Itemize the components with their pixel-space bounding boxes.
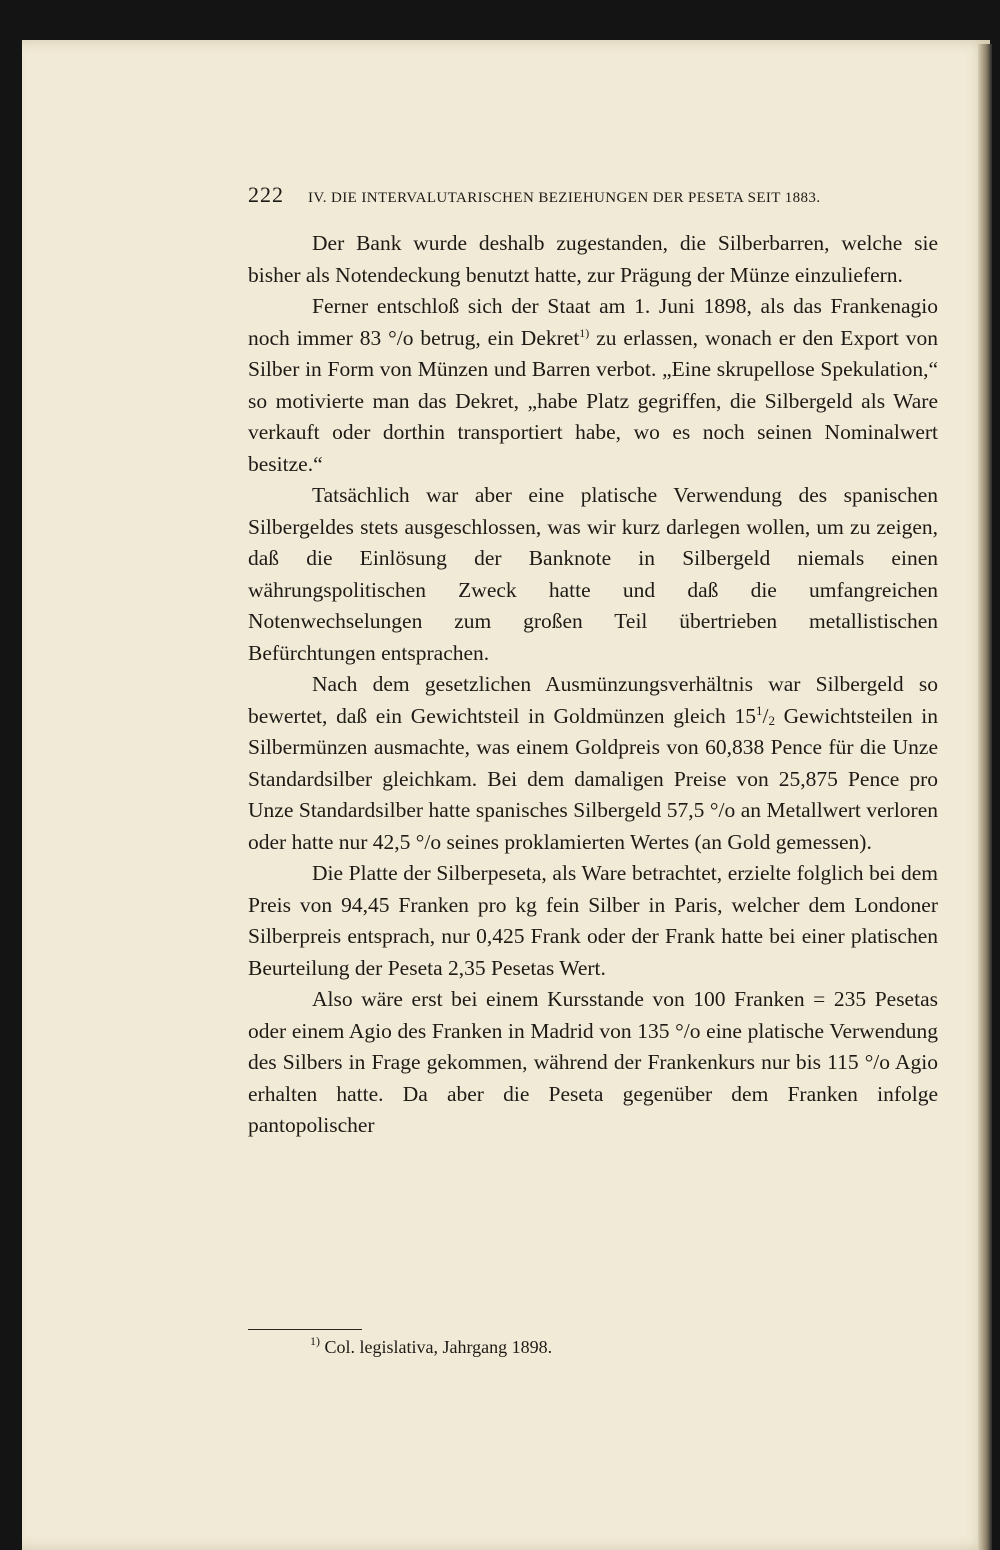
paragraph-2-part-a: Ferner entschloß sich der Staat am 1. Juni 1898, als das Frankenagio noch immer 83 °/o betrug, ein Dekret <box>248 294 938 350</box>
paragraph-1: Der Bank wurde deshalb zugestanden, die Silberbarren, welche sie bisher als Notendeckung benutzt hatte, zur Prägung der Münze einzuliefern. <box>248 231 938 287</box>
page-number: 222 <box>248 182 284 207</box>
paragraph-4-part-b: Gewichtsteilen in Silbermünzen ausmachte, was einem Goldpreis von 60,838 Pence für die Unze Standardsilber gleichkam. Bei dem damaligen Preise von 25,875 Pence pro Unze Standardsilber hatte spanisches Silbergeld 57,5 °/o an Metallwert verloren oder hatte nur 42,5 °/o seines proklamierten Wertes (an Gold gemessen). <box>248 703 938 854</box>
paragraph-4-part-a: Nach dem gesetzlichen Ausmünzungsverhältnis war Silbergeld so bewertet, daß ein Gewichtsteil in Goldmünzen gleich <box>248 672 938 728</box>
footnote-reference: 1) <box>579 325 590 340</box>
footnote <box>310 1334 552 1360</box>
fraction-numerator: 1 <box>755 702 763 718</box>
paragraph-6: Also wäre erst bei einem Kursstande von 100 Franken = 235 Pesetas oder einem Agio des Franken in Madrid von 135 °/o eine platische Verwendung des Silbers in Frage gekommen, während der Frankenkurs nur bis 115 °/o Agio erhalten hatte. Da aber die Peseta gegenüber dem Franken infolge pantopolischer <box>248 987 938 1137</box>
page-header <box>248 182 938 212</box>
running-head: IV. DIE INTERVALUTARISCHEN BEZIEHUNGEN DER PESETA SEIT 1883. <box>308 190 821 206</box>
fraction-whole: 15 <box>734 703 756 728</box>
paragraph-5: Die Platte der Silberpeseta, als Ware betrachtet, erzielte folglich bei dem Preis von 94,45 Franken pro kg fein Silber in Paris, welcher dem Londoner Silberpreis entsprach, nur 0,425 Frank oder der Frank hatte bei einer platischen Beurteilung der Peseta 2,35 Pesetas Wert. <box>248 861 938 980</box>
paragraph-2 <box>248 291 938 480</box>
fraction-fifteen-and-half: $15^1/_2$ <box>734 702 775 728</box>
footnote-text: Col. legislativa, Jahrgang 1898. <box>320 1337 553 1357</box>
paragraph-2-part-b: zu erlassen, wonach er den Export von Silber in Form von Münzen und Barren verbot. „Eine skrupellose Spekulation,“ so motivierte man das Dekret, „habe Platz gegriffen, die Silbergeld als Ware verkauft oder dorthin transportiert habe, wo es noch seinen Nominalwert besitze.“ <box>248 325 938 476</box>
paragraph-3: Tatsächlich war aber eine platische Verwendung des spanischen Silbergeldes stets ausgeschlossen, was wir kurz darlegen wollen, um zu zeigen, daß die Einlösung der Banknote in Silbergeld niemals einen währungspolitischen Zweck hatte und daß die umfangreichen Notenwechselungen zum großen Teil übertrieben metallistischen Befürchtungen entsprachen. <box>248 483 938 665</box>
footnote-marker: 1) <box>310 1334 320 1348</box>
fraction-denominator: 2 <box>768 712 775 728</box>
paragraph-4 <box>248 669 938 858</box>
body-text <box>248 228 938 1142</box>
footnote-rule <box>248 1329 362 1330</box>
